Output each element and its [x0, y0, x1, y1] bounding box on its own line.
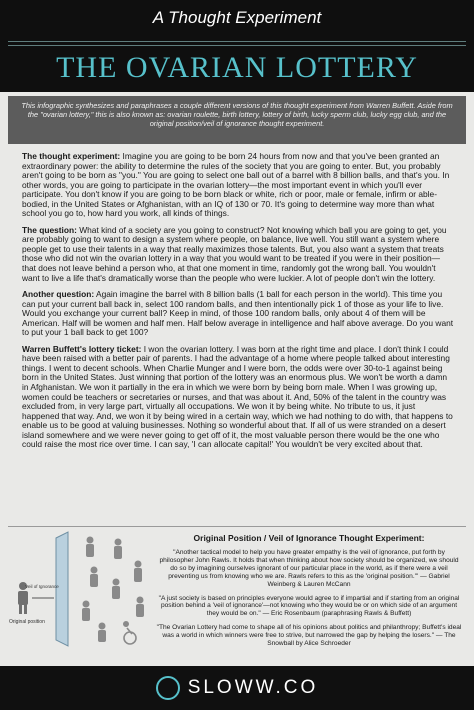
logo-icon: [156, 676, 180, 700]
section-question: [22, 226, 454, 283]
section-heading: Warren Buffett's lottery ticket:: [22, 343, 142, 354]
section-text: What kind of a society are you going to construct? Not knowing which ball you are going to get, you are probably going to want to design a system where people, on balance, live well. You still want a system where people get to use their talents in a way that really maximizes those talents. But, you also want a system that treats those who did not win the ovarian lottery in a way that you would want to be treated if you were in their position—that does not leave behind a person who, at that one moment in time, randomly got the wrong ball. You wouldn't want to live a life that's dramatically worse than the people who were luckier. A lot of people don't win the lottery.: [22, 224, 447, 283]
section-divider: [8, 526, 466, 527]
section-another-question: [22, 290, 454, 338]
quote-item: "A just society is based on principles everyone would agree to if impartial and if starting from an original position behind a 'veil of ignorance'—not knowing who they would be or on which side of an argument they would be on." — Eric Rosenbaum (paraphrasing Rawls & Buffett): [158, 594, 460, 618]
header-rule: [8, 45, 466, 46]
veil-of-ignorance-illustration: [6, 530, 156, 650]
footer: [0, 666, 474, 710]
veil-label: Veil of Ignorance: [25, 584, 59, 589]
brand-name[interactable]: SLOWW.CO: [187, 677, 319, 698]
page-title: THE OVARIAN LOTTERY: [56, 51, 418, 84]
quotes-panel: [156, 533, 462, 654]
main-text: [22, 152, 454, 457]
veil-icon: [56, 532, 68, 646]
header-rule: [8, 41, 466, 42]
header: [0, 0, 474, 92]
section-heading: The question:: [22, 224, 77, 235]
person-icon: [82, 537, 144, 643]
quote-item: "Another tactical model to help you have greater empathy is the veil of ignorance, put forth by philosopher John Rawls. It holds that when thinking about how society should be organized, we should do so by imagining ourselves ignorant of our particular place in the world, as if there were a veil preventing us from knowing who we are. Rawls refers to this as the 'original position.'" — Gabriel Weinberg & Lauren McCann: [159, 549, 459, 588]
section-heading: Another question:: [22, 289, 95, 300]
section-text: I won the ovarian lottery. I was born at the right time and place. I don't think I could have been raised with a better pair of parents. I had the advantage of a home where people talked about interesting things. I went to decent schools. When Charlie Munger and I were born, the odds were over 30-to-1 against being born in the United States. Just winning that portion of the lottery was an enormous plus. We won't be worth a damn in Afghanistan. We won it partially in the era in which we were born by being born male. When I was growing up, women could be teachers or secretaries or nurses, and that was about it. And, 50% of the talent in the country was excluded from, in very large part, virtually all occupations. We won it by being white. No tribute to us, it just happened that way. And, we won it by being wired in a certain way, which we had nothing to do with, that happens to enable us to be good at valuing businesses. Nothing so wonderful about that. If all of us were stranded on a desert island somewhere and we were never going to get off of it, the most valuable person there would be the one who could raise the most rice over time. I can say, 'I can allocate capital!' You wouldn't be very excited about that.: [22, 343, 453, 450]
original-position-label: Original position: [9, 619, 45, 625]
section-buffett-ticket: [22, 345, 454, 450]
section-heading: The thought experiment:: [22, 151, 121, 161]
person-head-icon: [123, 621, 129, 627]
kicker: A Thought Experiment: [152, 8, 322, 27]
section-text: Again imagine the barrel with 8 billion balls (1 ball for each person in the world). This time you can put your current ball back in, select 100 random balls, and then intentionally pick 1 of those as your life to live. Would you exchange your current ball? Keep in mind, of those 100 random balls, only about 4 of them will be American. Half will be women and half men. Half below average in intelligence and half above average. Do you want to put your 1 ball back to get 100?: [22, 289, 454, 338]
section-text: Imagine you are going to be born 24 hours from now and that you've been granted an extraordinary power: the ability to determine the rules of the society that you are going to enter. But, you probably aren't going to be born as "you." You are going to select one ball out of a barrel with 8 billion balls, and that's you. In other words, you are going to participate in the ovarian lottery—the most important event in which you'll ever participate. You don't know if you are going to be born black or white, rich or poor, male or female, infirm or able-bodied, in the United States or Afghanistan, with an IQ of 130 or 70. It's going to determine way more than what school you go to, how hard you work, all kinds of things.: [22, 151, 450, 219]
quotes-title: Original Position / Veil of Ignorance Thought Experiment:: [193, 533, 425, 543]
intro-box: This infographic synthesizes and paraphrases a couple different versions of this thought experiment from Warren Buffett. Aside from the "ovarian lottery," this is also known as: ovarian roulette, birth lottery, lottery of birth, lucky sperm club, lucky egg club, and the original position/veil of ignorance thought experiment.: [8, 96, 466, 144]
wheelchair-icon: [124, 628, 136, 644]
quote-item: "The Ovarian Lottery had come to shape all of his opinions about politics and philanthropy; Buffett's ideal was a world in which winners were free to strive, but narrowed the gap by helping the losers." — The Snowball by Alice Schroeder: [156, 624, 462, 648]
section-thought-experiment: [22, 152, 454, 219]
